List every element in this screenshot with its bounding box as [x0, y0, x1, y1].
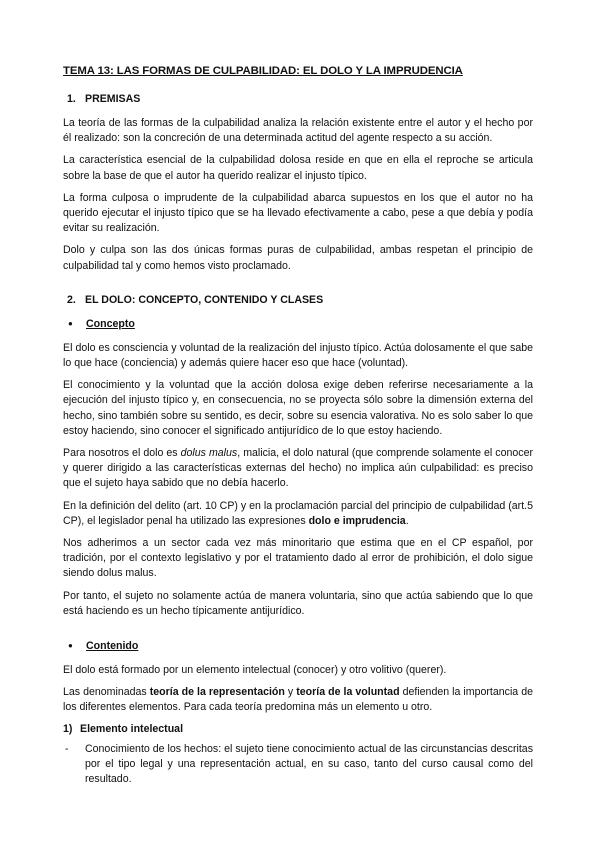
text-run: , malicia, el dolo natural (que comprende solamente el conocer y querer dirigido a las características externas del hecho) no implica aún culpabilidad: es preciso que el sujeto haya sabido que no debía hacerlo.	[63, 447, 533, 490]
bold-term: teoría de la voluntad	[296, 686, 400, 699]
dash-marker: -	[65, 742, 69, 755]
sub-heading-elemento-intelectual	[63, 722, 533, 737]
section-number: 1.	[67, 93, 76, 105]
subsection-title: Contenido	[86, 640, 139, 653]
paragraph: El conocimiento y la voluntad que la acción dolosa exige deben referirse necesariamente a la ejecución del injusto típico y, en consecuencia, no se proyecta sólo sobre la dimensión externa del hecho, sino también sobre su sentido, es decir, sobre su esencia valorativa. No es solo saber lo que estoy haciendo, sino conocer el significado antijurídico de lo que estoy haciendo.	[63, 379, 533, 437]
paragraph	[63, 499, 533, 529]
sub-title: Elemento intelectual	[80, 722, 184, 735]
paragraph	[63, 446, 533, 492]
paragraph: La teoría de las formas de la culpabilidad analiza la relación existente entre el autor y el hecho por él realizado: son la concreción de una determinada actitud del agente respecto a su acción.	[63, 117, 533, 145]
section-heading-premisas	[63, 92, 533, 107]
bullet-icon: ●	[68, 318, 73, 328]
text-run: Las denominadas	[63, 686, 150, 699]
bold-term: dolo e imprudencia	[308, 514, 406, 527]
paragraph	[63, 685, 533, 715]
subsection-concepto	[63, 316, 533, 332]
list-item-text: Conocimiento de los hechos: el sujeto tiene conocimiento actual de las circunstancias descritas por el tipo legal y una representación actual, en su caso, tanto del curso causal como del resultado.	[85, 742, 533, 786]
section-heading-dolo	[63, 293, 533, 308]
list-item	[63, 742, 533, 788]
section-title: EL DOLO: CONCEPTO, CONTENIDO Y CLASES	[85, 293, 324, 306]
sub-number: 1)	[63, 722, 73, 735]
paragraph: La forma culposa o imprudente de la culpabilidad abarca supuestos en los que el autor no ha querido ejecutar el injusto típico que se ha llevado efectivamente a cabo, pese a que debía y podía evitar su realización.	[63, 191, 533, 235]
section-number: 2.	[67, 293, 76, 306]
text-run: .	[405, 514, 409, 527]
paragraph: El dolo está formado por un elemento intelectual (conocer) y otro volitivo (querer).	[63, 664, 447, 677]
bullet-icon: ●	[68, 641, 73, 651]
document-title: TEMA 13: LAS FORMAS DE CULPABILIDAD: EL DOLO Y LA IMPRUDENCIA	[63, 65, 463, 77]
paragraph: Nos adherimos a un sector cada vez más minoritario que estima que en el CP español, por tradición, por el contexto legislativo y por el tratamiento dado al error de prohibición, el dolo sigue siendo dolus malus.	[63, 537, 533, 580]
paragraph: El dolo es consciencia y voluntad de la realización del injusto típico. Actúa dolosamente el que sabe lo que hace (conciencia) y además quiere hacer eso que hace (voluntad).	[63, 341, 533, 370]
section-title: PREMISAS	[85, 93, 141, 105]
subsection-title: Concepto	[86, 317, 135, 330]
text-run: y	[284, 686, 297, 699]
text-run: En la definición del delito (art. 10 CP) y en la proclamación parcial del principio de culpabilidad (art.5 CP), el legislador penal ha utilizado las expresiones	[63, 499, 533, 527]
text-run: defienden la importancia de los diferentes elementos. Para cada teoría predomina más un elemento u otro.	[63, 686, 534, 714]
paragraph: La característica esencial de la culpabilidad dolosa reside en que en ella el reproche se articula sobre la base de que el autor ha querido realizar el injusto típico.	[63, 154, 533, 182]
document-page	[63, 63, 533, 787]
italic-term: dolus malus	[180, 447, 238, 460]
paragraph: Por tanto, el sujeto no solamente actúa de manera voluntaria, sino que actúa sabiendo que lo que está haciendo es un hecho típicamente antijurídico.	[63, 589, 533, 617]
text-run: Para nosotros el dolo es	[63, 447, 181, 460]
subsection-contenido	[63, 638, 533, 654]
paragraph: Dolo y culpa son las dos únicas formas puras de culpabilidad, ambas respetan el principio de culpabilidad tal y como hemos visto proclamado.	[63, 244, 533, 272]
bold-term: teoría de la representación	[149, 686, 285, 699]
